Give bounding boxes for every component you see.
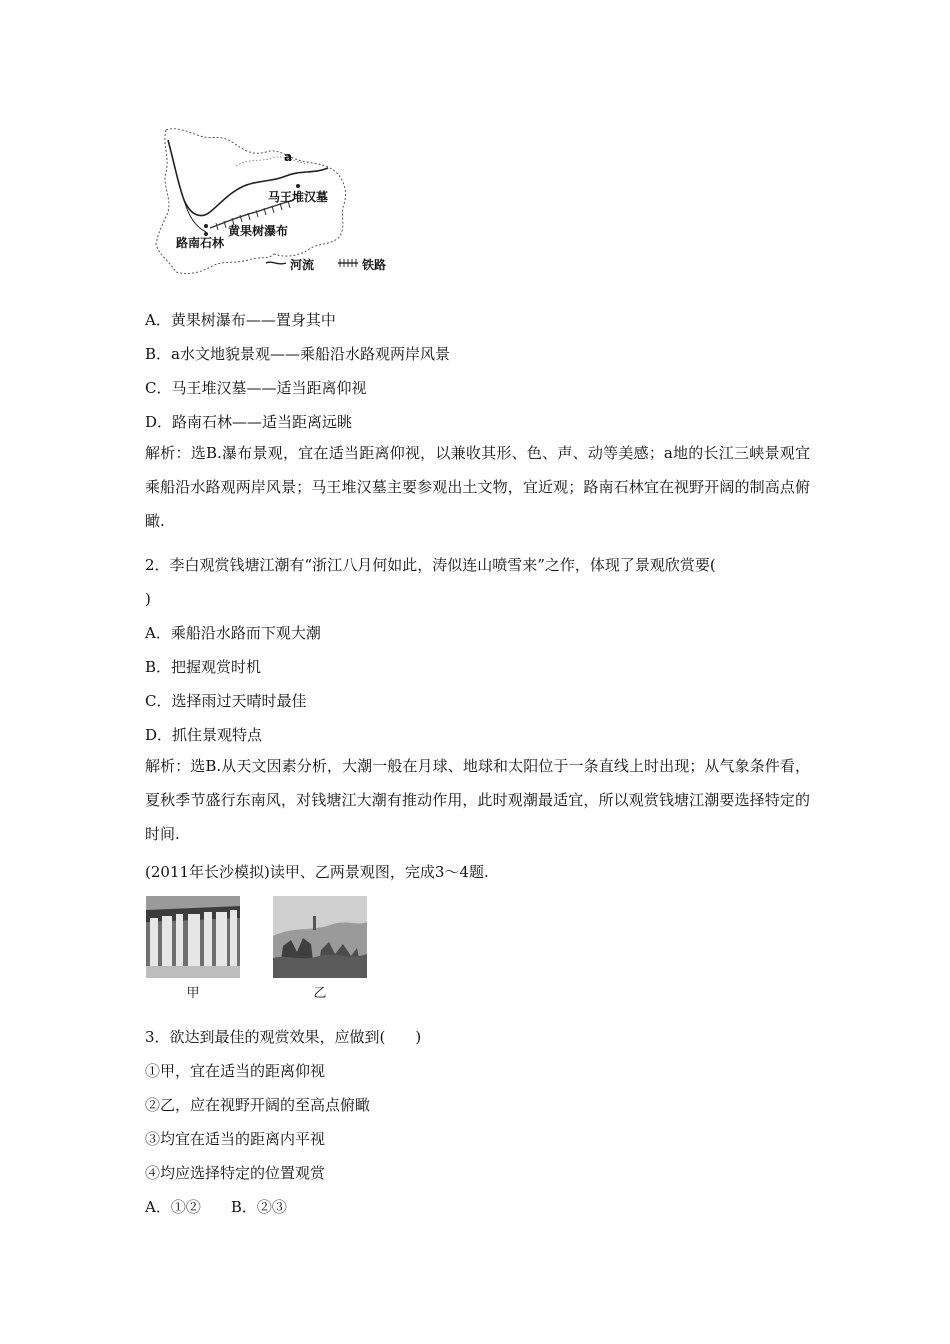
map-label-waterfall: 黄果树瀑布 [228,224,289,238]
q3-4-intro: (2011年长沙模拟)读甲、乙两景观图，完成3～4题. [145,863,489,881]
map-label-a: a [284,150,293,164]
q1-option-c: C．马王堆汉墓——适当距离仰视 [145,379,367,397]
photo-caption-right: 乙 [313,986,327,1001]
legend-railway-label: 铁路 [362,258,387,272]
q3-stem: 3．欲达到最佳的观赏效果，应做到( ) [145,1028,422,1046]
q2-option-a: A．乘船沿水路而下观大潮 [145,624,321,642]
q2-option-b: B．把握观赏时机 [145,658,262,676]
q1-option-d: D．路南石林——适当距离远眺 [145,413,353,431]
q1-analysis: 解析：选B.瀑布景观，宜在适当距离仰视，以兼收其形、色、声、动等美感；a地的长江三峡景观宜乘船沿水路观两岸风景；马王堆汉墓主要参观出土文物，宜近观；路南石林宜在视野开阔的制高点俯瞰. [145,444,810,530]
legend-river-label: 河流 [290,258,315,272]
q1-option-a: A．黄果树瀑布——置身其中 [145,311,336,329]
q3-answer-options: A．①② B．②③ [145,1198,287,1216]
q2-option-d: D．抓住景观特点 [145,726,263,744]
q2-analysis: 解析：选B.从天文因素分析，大潮一般在月球、地球和太阳位于一条直线上时出现；从气象条件看，夏秋季节盛行东南风，对钱塘江大潮有推动作用，此时观潮最适宜，所以观赏钱塘江潮要选择特定的时间. [145,757,810,843]
q3-item-4: ④均应选择特定的位置观赏 [145,1164,326,1182]
q3-item-2: ②乙，应在视野开阔的至高点俯瞰 [145,1096,371,1114]
q2-option-c: C．选择雨过天晴时最佳 [145,692,307,710]
stone-forest-photo [273,896,367,978]
map-label-tomb: 马王堆汉墓 [268,190,329,204]
waterfall-photo [146,896,240,978]
photo-caption-left: 甲 [186,986,200,1001]
map-label-stoneforest: 路南石林 [176,236,225,250]
q3-item-3: ③均宜在适当的距离内平视 [145,1130,326,1148]
q2-stem-line1: 2．李白观赏钱塘江潮有“浙江八月何如此，涛似连山喷雪来”之作，体现了景观欣赏要( [145,556,716,574]
map-figure [148,122,398,282]
q3-item-1: ①甲，宜在适当的距离仰视 [145,1062,326,1080]
q1-option-b: B．a水文地貌景观——乘船沿水路观两岸风景 [145,345,450,363]
q2-stem-line2: ) [145,590,151,608]
